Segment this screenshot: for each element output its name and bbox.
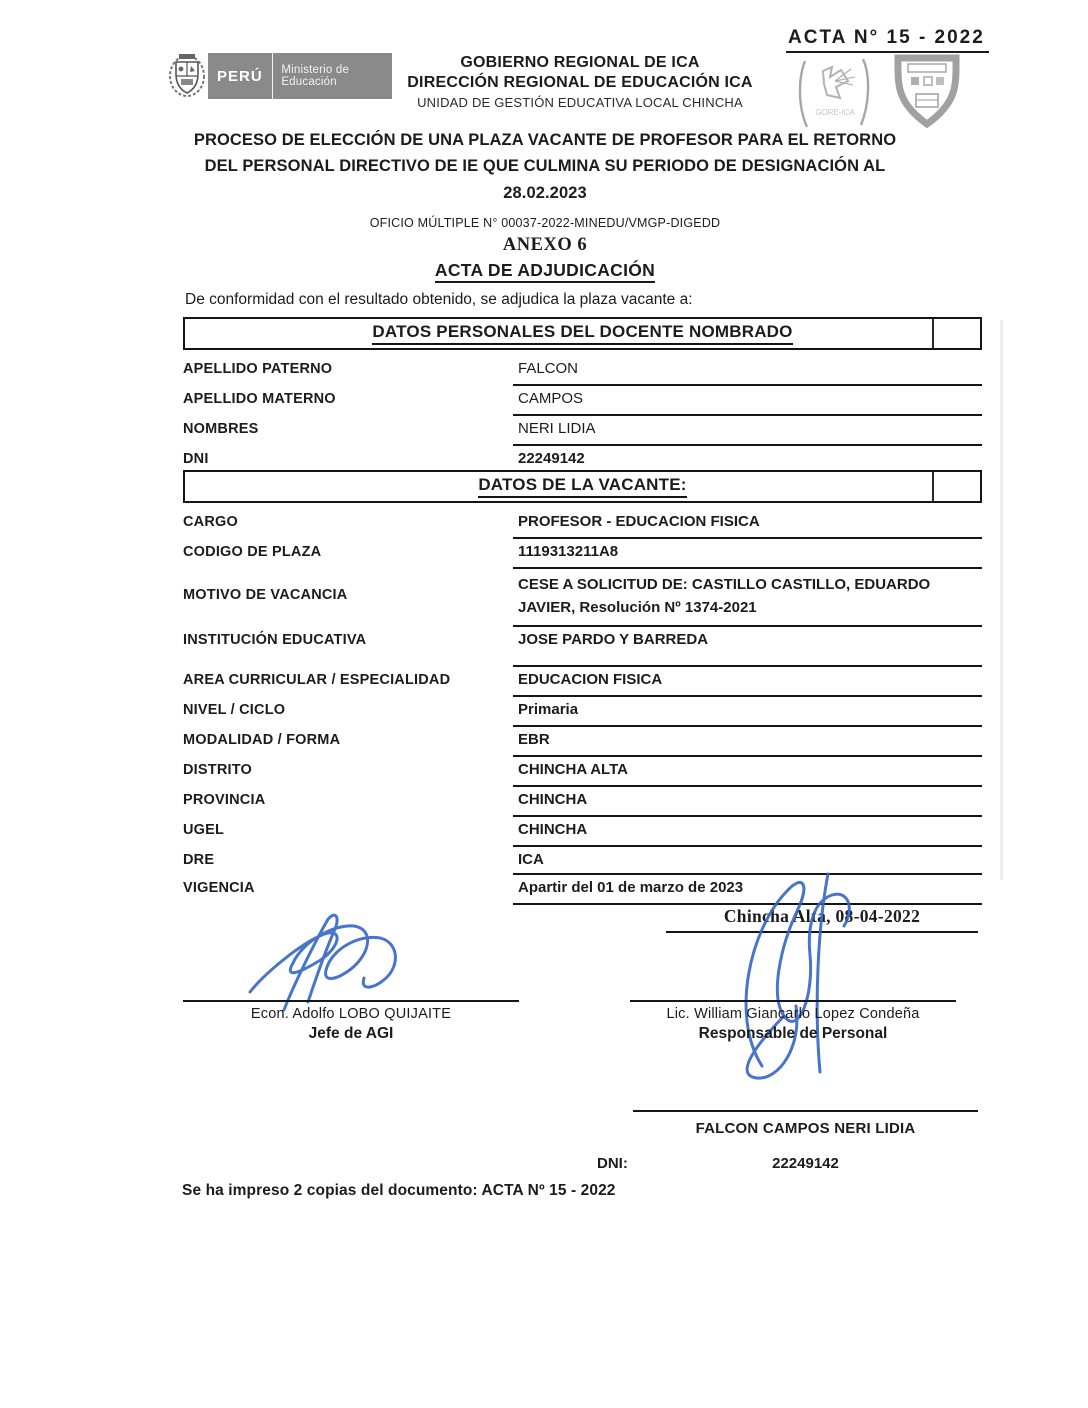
form-row-dni bbox=[183, 446, 982, 472]
oficio-reference: OFICIO MÚLTIPLE N° 00037-2022-MINEDU/VMGP-DIGEDD bbox=[369, 216, 721, 230]
form-row-motivo-vacancia bbox=[183, 569, 982, 627]
adjudicatee-block bbox=[633, 1110, 978, 1137]
signature-block-left bbox=[183, 1000, 519, 1043]
section-header-vacante bbox=[183, 470, 982, 503]
banner-divider bbox=[272, 53, 274, 99]
field-value: ICA bbox=[513, 847, 982, 875]
form-row-ugel bbox=[183, 817, 982, 847]
field-label: INSTITUCIÓN EDUCATIVA bbox=[183, 632, 367, 648]
process-title bbox=[150, 127, 940, 206]
date-place: Chincha Alta, 08-04-2022 bbox=[666, 906, 978, 933]
gov-line2: DIRECCIÓN REGIONAL DE EDUCACIÓN ICA bbox=[407, 74, 753, 91]
ugel-shield-stamp-icon bbox=[884, 50, 970, 137]
field-value: CHINCHA bbox=[513, 817, 982, 847]
field-value: EBR bbox=[513, 727, 982, 757]
form-row-modalidad-forma bbox=[183, 727, 982, 757]
section-header-vacante-text: DATOS DE LA VACANTE: bbox=[478, 475, 686, 498]
vacante-rows bbox=[183, 509, 982, 905]
signature-line bbox=[633, 1110, 978, 1112]
field-value: JOSE PARDO Y BARREDA bbox=[513, 627, 982, 667]
field-value: PROFESOR - EDUCACION FISICA bbox=[513, 509, 982, 539]
field-value: CAMPOS bbox=[513, 386, 982, 416]
field-label: DRE bbox=[183, 852, 215, 868]
form-row-area-curricular bbox=[183, 667, 982, 697]
field-label: VIGENCIA bbox=[183, 880, 255, 896]
field-value: 1119313211A8 bbox=[513, 539, 982, 569]
process-title-line2: DEL PERSONAL DIRECTIVO DE IE QUE CULMINA SU PERIODO DE DESIGNACIÓN AL bbox=[204, 157, 886, 176]
field-value: Primaria bbox=[513, 697, 982, 727]
form-row-provincia bbox=[183, 787, 982, 817]
field-label: AREA CURRICULAR / ESPECIALIDAD bbox=[183, 672, 451, 688]
field-value: 22249142 bbox=[518, 450, 585, 467]
adjudicatee-name: FALCON CAMPOS NERI LIDIA bbox=[695, 1120, 916, 1137]
form-row-nombres bbox=[183, 416, 982, 446]
form-row-apellido-paterno bbox=[183, 356, 982, 386]
section-header-personal-text: DATOS PERSONALES DEL DOCENTE NOMBRADO bbox=[372, 322, 792, 345]
field-value: CHINCHA ALTA bbox=[513, 757, 982, 787]
form-row-apellido-materno bbox=[183, 386, 982, 416]
signature-block-right bbox=[630, 1000, 956, 1043]
form-row-dre bbox=[183, 847, 982, 875]
signatory-role: Responsable de Personal bbox=[698, 1025, 888, 1042]
ministry-label: Ministerio de Educación bbox=[281, 64, 350, 88]
field-label: PROVINCIA bbox=[183, 792, 266, 808]
document-title-text: ACTA DE ADJUDICACIÓN bbox=[435, 260, 655, 283]
gore-ica-stamp-icon bbox=[795, 57, 875, 136]
form-row-distrito bbox=[183, 757, 982, 787]
field-value: Apartir del 01 de marzo de 2023 bbox=[513, 875, 982, 905]
field-label: CARGO bbox=[183, 514, 238, 530]
form-row-nivel-ciclo bbox=[183, 697, 982, 727]
field-label: MODALIDAD / FORMA bbox=[183, 732, 341, 748]
print-copies-note: Se ha impreso 2 copias del documento: ACTA Nº 15 - 2022 bbox=[182, 1182, 616, 1199]
field-label: APELLIDO PATERNO bbox=[183, 361, 333, 377]
gov-line1: GOBIERNO REGIONAL DE ICA bbox=[460, 54, 700, 71]
field-label: MOTIVO DE VACANCIA bbox=[183, 587, 348, 603]
field-label: APELLIDO MATERNO bbox=[183, 391, 336, 407]
field-label: DNI bbox=[183, 451, 209, 467]
dni-label: DNI: bbox=[597, 1155, 628, 1172]
document-title bbox=[150, 260, 940, 281]
form-row-codigo-plaza bbox=[183, 539, 982, 569]
svg-text:GORE-ICA: GORE-ICA bbox=[815, 108, 855, 117]
form-row-cargo bbox=[183, 509, 982, 539]
field-label: NOMBRES bbox=[183, 421, 259, 437]
signatory-role: Jefe de AGI bbox=[308, 1025, 394, 1042]
field-label: DISTRITO bbox=[183, 762, 253, 778]
signatory-name: Lic. William Giancarlo Lopez Condeña bbox=[666, 1006, 920, 1022]
field-value: CESE A SOLICITUD DE: CASTILLO CASTILLO, EDUARDO JAVIER, Resolución Nº 1374-2021 bbox=[513, 569, 982, 627]
process-title-line3: 28.02.2023 bbox=[503, 183, 587, 202]
dni-value: 22249142 bbox=[772, 1155, 839, 1172]
field-value: CHINCHA bbox=[513, 787, 982, 817]
form-row-institucion-educativa bbox=[183, 627, 982, 667]
form-row-vigencia bbox=[183, 875, 982, 905]
acta-number: ACTA N° 15 - 2022 bbox=[786, 27, 989, 53]
process-title-line1: PROCESO DE ELECCIÓN DE UNA PLAZA VACANTE DE PROFESOR PARA EL RETORNO bbox=[193, 131, 897, 149]
field-label: CODIGO DE PLAZA bbox=[183, 544, 322, 560]
signature-line bbox=[183, 1000, 519, 1002]
field-value: FALCON bbox=[513, 356, 982, 386]
peru-wordmark: PERÚ bbox=[217, 67, 263, 85]
field-label: UGEL bbox=[183, 822, 225, 838]
personal-rows bbox=[183, 356, 982, 472]
intro-text: De conformidad con el resultado obtenido, se adjudica la plaza vacante a: bbox=[185, 291, 693, 308]
anexo-heading: ANEXO 6 bbox=[502, 235, 588, 255]
government-header bbox=[355, 53, 805, 111]
scan-artifact bbox=[1000, 320, 1003, 880]
field-value: NERI LIDIA bbox=[513, 416, 982, 446]
gov-line3: UNIDAD DE GESTIÓN EDUCATIVA LOCAL CHINCHA bbox=[417, 95, 743, 110]
field-value: EDUCACION FISICA bbox=[513, 667, 982, 697]
field-label: NIVEL / CICLO bbox=[183, 702, 286, 718]
peru-coat-of-arms-icon bbox=[167, 46, 207, 107]
signature-line bbox=[630, 1000, 956, 1002]
signatory-name: Econ. Adolfo LOBO QUIJAITE bbox=[250, 1006, 452, 1022]
section-header-personal bbox=[183, 317, 982, 350]
